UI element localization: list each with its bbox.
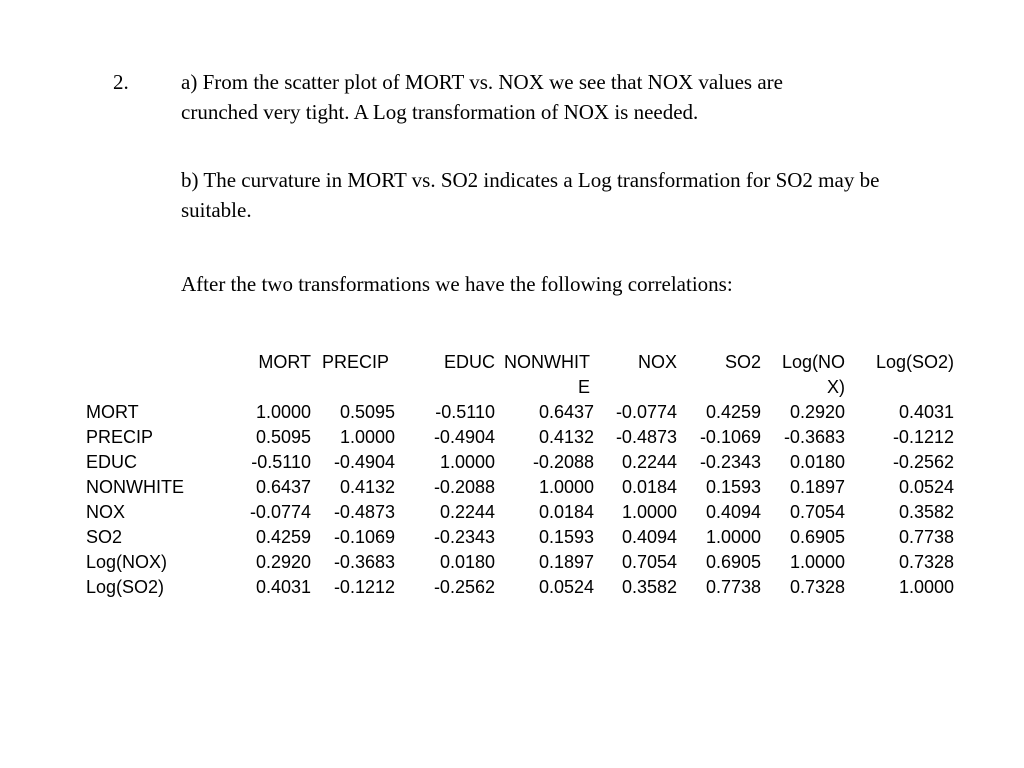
correlation-cell: -0.1069 <box>699 427 761 447</box>
correlation-cell: 0.0180 <box>789 452 845 472</box>
correlation-cell: -0.0774 <box>249 502 311 522</box>
item-number: 2. <box>113 70 129 94</box>
row-label: NONWHITE <box>86 477 184 497</box>
correlation-cell: 0.3582 <box>621 577 677 597</box>
correlation-cell: 0.1897 <box>538 552 594 572</box>
correlation-table <box>86 350 954 600</box>
correlation-cell: -0.2088 <box>532 452 594 472</box>
correlation-cell: 0.6905 <box>705 552 761 572</box>
correlation-cell: 1.0000 <box>538 477 594 497</box>
correlation-cell: 0.4259 <box>255 527 311 547</box>
correlation-cell: 0.5095 <box>339 402 395 422</box>
row-label: SO2 <box>86 527 123 547</box>
correlation-cell: 0.7328 <box>898 552 954 572</box>
correlation-cell: 0.4094 <box>621 527 677 547</box>
table-row <box>86 500 954 525</box>
column-header: SO2 <box>724 352 761 372</box>
correlation-cell: 1.0000 <box>255 402 311 422</box>
correlation-cell: 0.0524 <box>898 477 954 497</box>
correlation-cell: -0.2088 <box>433 477 495 497</box>
correlation-cell: -0.5110 <box>251 452 311 472</box>
correlation-cell: -0.4873 <box>333 502 395 522</box>
table-header-row <box>86 350 954 400</box>
correlation-cell: 0.2920 <box>789 402 845 422</box>
correlation-cell: 1.0000 <box>339 427 395 447</box>
correlation-cell: -0.4873 <box>615 427 677 447</box>
column-header: NONWHITE <box>504 352 590 397</box>
table-row <box>86 425 954 450</box>
table-row <box>86 550 954 575</box>
correlation-cell: 0.7054 <box>789 502 845 522</box>
correlation-cell: 0.0184 <box>621 477 677 497</box>
paragraph-intro-correlations: After the two transformations we have the following correlations: <box>181 272 733 296</box>
correlation-cell: 0.4132 <box>538 427 594 447</box>
table-row <box>86 525 954 550</box>
column-header: Log(NOX) <box>781 352 845 397</box>
correlation-cell: -0.2343 <box>699 452 761 472</box>
column-header: MORT <box>258 352 311 372</box>
paragraph-a: a) From the scatter plot of MORT vs. NOX we see that NOX values are crunched very tight. A Log transformation of NOX is needed. <box>181 70 783 124</box>
correlation-cell: 0.3582 <box>898 502 954 522</box>
correlation-cell: 1.0000 <box>439 452 495 472</box>
correlation-cell: 0.0180 <box>439 552 495 572</box>
correlation-cell: 0.4132 <box>339 477 395 497</box>
correlation-cell: 0.7738 <box>705 577 761 597</box>
row-label: PRECIP <box>86 427 154 447</box>
correlation-cell: -0.1069 <box>333 527 395 547</box>
correlation-cell: 0.6905 <box>789 527 845 547</box>
correlation-cell: 0.1593 <box>705 477 761 497</box>
header-corner <box>86 350 231 400</box>
correlation-cell: 0.1593 <box>538 527 594 547</box>
table-row <box>86 575 954 600</box>
correlation-cell: 0.7738 <box>898 527 954 547</box>
correlation-cell: 0.0184 <box>538 502 594 522</box>
correlation-cell: -0.2562 <box>433 577 495 597</box>
correlation-cell: -0.3683 <box>783 427 845 447</box>
correlation-cell: 0.6437 <box>538 402 594 422</box>
correlation-cell: 0.2244 <box>439 502 495 522</box>
correlation-cell: -0.0774 <box>615 402 677 422</box>
correlation-cell: -0.3683 <box>333 552 395 572</box>
table-row <box>86 450 954 475</box>
row-label: MORT <box>86 402 139 422</box>
row-label: NOX <box>86 502 126 522</box>
column-header: NOX <box>637 352 677 372</box>
correlation-cell: 1.0000 <box>621 502 677 522</box>
correlation-cell: -0.2343 <box>433 527 495 547</box>
correlation-cell: 0.4031 <box>898 402 954 422</box>
correlation-cell: 0.4031 <box>255 577 311 597</box>
correlation-cell: -0.4904 <box>333 452 395 472</box>
correlation-cell: -0.1212 <box>333 577 395 597</box>
row-label: Log(SO2) <box>86 577 165 597</box>
correlation-cell: 0.7328 <box>789 577 845 597</box>
correlation-cell: 0.4094 <box>705 502 761 522</box>
correlation-cell: -0.2562 <box>892 452 954 472</box>
table-row <box>86 475 954 500</box>
column-header: PRECIP <box>321 352 389 372</box>
correlation-cell: -0.1212 <box>892 427 954 447</box>
row-label: Log(NOX) <box>86 552 168 572</box>
correlation-cell: 0.1897 <box>789 477 845 497</box>
correlation-cell: 0.5095 <box>255 427 311 447</box>
correlation-cell: 0.0524 <box>538 577 594 597</box>
row-label: EDUC <box>86 452 138 472</box>
table-row <box>86 400 954 425</box>
correlation-cell: 0.6437 <box>255 477 311 497</box>
correlation-cell: 0.4259 <box>705 402 761 422</box>
correlation-cell: 0.2244 <box>621 452 677 472</box>
correlation-cell: -0.5110 <box>435 402 495 422</box>
correlation-cell: 1.0000 <box>705 527 761 547</box>
column-header: Log(SO2) <box>875 352 954 372</box>
correlation-cell: 0.7054 <box>621 552 677 572</box>
column-header: EDUC <box>443 352 495 372</box>
correlation-cell: 1.0000 <box>898 577 954 597</box>
correlation-cell: 1.0000 <box>789 552 845 572</box>
correlation-cell: 0.2920 <box>255 552 311 572</box>
correlation-cell: -0.4904 <box>433 427 495 447</box>
paragraph-b: b) The curvature in MORT vs. SO2 indicates a Log transformation for SO2 may be suitable. <box>181 168 880 222</box>
